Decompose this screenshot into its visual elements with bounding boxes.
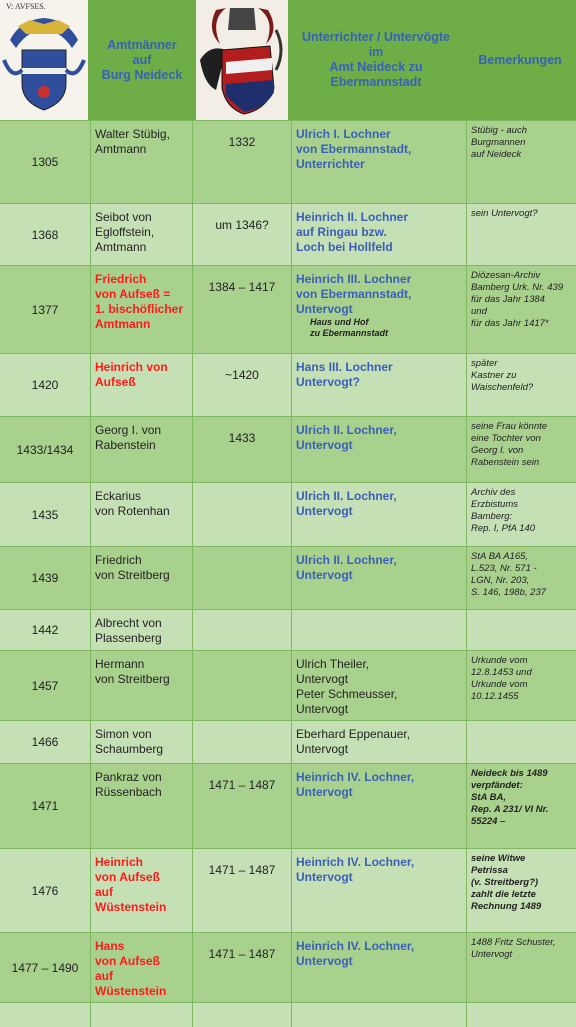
table-row (0, 482, 576, 546)
untervogt-name: Ulrich Theiler, Untervogt Peter Schmeusser, Untervogt (296, 657, 398, 716)
header-unterrichter: Unterrichter / Untervögte im Amt Neideck zu Ebermannstadt (302, 30, 450, 89)
table-row (0, 353, 576, 416)
table-row (0, 1002, 576, 1027)
remark-cell: Archiv des Erzbistums Bamberg: Rep. I, PfA 140 (466, 483, 576, 546)
year-cell: 1433/1434 (16, 442, 74, 457)
untervogt-cell (291, 483, 466, 546)
untervogt-name: Heinrich III. Lochner von Ebermannstadt, Untervogt (296, 272, 412, 316)
year-cell: 1466 (31, 735, 59, 749)
untervogt-cell (291, 121, 466, 203)
table-row (0, 609, 576, 650)
untervogt-name: Heinrich II. Lochner auf Ringau bzw. Loch bei Hollfeld (296, 210, 409, 254)
remark-cell: später Kastner zu Waischenfeld? (466, 354, 576, 416)
year-cell: 1305 (31, 155, 59, 169)
table-row (0, 763, 576, 848)
period-cell: 1471 – 1487 (192, 933, 291, 1002)
year-cell: 1471 (31, 799, 59, 813)
period-cell: ~1420 (192, 354, 291, 416)
period-cell: 1332 (192, 121, 291, 203)
year-cell (0, 1003, 90, 1027)
remark-cell: Urkunde vom 12.8.1453 und Urkunde vom 10.12.1455 (466, 651, 576, 720)
untervogt-name: Heinrich IV. Lochner, Untervogt (296, 770, 415, 799)
year-cell: 1477 – 1490 (11, 960, 79, 975)
period-cell (192, 547, 291, 609)
amtmann-cell: Hans von Aufseß auf Wüstenstein (90, 933, 192, 1002)
untervogt-cell (291, 417, 466, 482)
remark-cell (466, 610, 576, 650)
untervogt-cell (291, 933, 466, 1002)
untervogt-cell (291, 651, 466, 720)
amtmann-cell: Pankraz von Rüssenbach (90, 764, 192, 848)
amtmann-cell: Friedrich von Streitberg (90, 547, 192, 609)
remark-cell (466, 1003, 576, 1027)
untervogt-name: Ulrich II. Lochner, Untervogt (296, 423, 397, 452)
untervogt-cell (291, 266, 466, 353)
untervogt-cell (291, 1003, 466, 1027)
table-row (0, 546, 576, 609)
table-header (0, 0, 576, 120)
untervogt-name: Ulrich I. Lochner von Ebermannstadt, Unterrichter (296, 127, 412, 171)
period-cell: 1471 – 1487 (192, 764, 291, 848)
period-cell: 1433 (192, 417, 291, 482)
amtmann-cell: Heinrich von Aufseß auf Wüstenstein (90, 849, 192, 932)
remark-cell: StA BA A165, L.523, Nr. 571 - LGN, Nr. 203, S. 146, 198b, 237 (466, 547, 576, 609)
remark-cell: seine Witwe Petrissa (v. Streitberg?) zahlt die letzte Rechnung 1489 (466, 849, 576, 932)
remark-cell: seine Frau könnte eine Tochter von Georg I. von Rabenstein sein (466, 417, 576, 482)
remark-cell (466, 721, 576, 763)
aufsess-crest-image (0, 0, 88, 120)
remark-cell: sein Untervogt? (466, 204, 576, 265)
period-cell (192, 1003, 291, 1027)
year-cell: 1377 (31, 302, 59, 317)
table-row (0, 203, 576, 265)
table-row (0, 650, 576, 720)
period-cell: 1384 – 1417 (192, 266, 291, 353)
year-cell: 1442 (31, 623, 59, 637)
year-cell: 1435 (31, 507, 59, 522)
table-row (0, 120, 576, 203)
untervogt-cell (291, 721, 466, 763)
period-cell: um 1346? (192, 204, 291, 265)
remark-cell: Stübig - auch Burgmannen auf Neideck (466, 121, 576, 203)
untervogt-name: Ulrich II. Lochner, Untervogt (296, 489, 397, 518)
lochner-crest-image (196, 0, 288, 120)
amtmann-cell: Friedrich von Aufseß = 1. bischöflicher Amtmann (90, 266, 192, 353)
amtmann-cell: Georg I. von Rabenstein (90, 417, 192, 482)
untervogt-name: Heinrich IV. Lochner, Untervogt (296, 939, 415, 968)
table-row (0, 416, 576, 482)
untervogt-cell (291, 610, 466, 650)
table-row (0, 932, 576, 1002)
crest-label: V: AVFSES. (6, 2, 46, 11)
year-cell: 1476 (31, 883, 59, 898)
table-row (0, 720, 576, 763)
header-amtmaenner: Amtmänner auf Burg Neideck (101, 37, 183, 82)
untervogt-note: Haus und Hof zu Ebermannstadt (310, 317, 389, 338)
amtmann-cell: Walter Stübig, Amtmann (90, 121, 192, 203)
amtmann-cell: Simon von Schaumberg (90, 721, 192, 763)
untervogt-cell (291, 849, 466, 932)
untervogt-cell (291, 764, 466, 848)
period-cell (192, 483, 291, 546)
untervogt-cell (291, 547, 466, 609)
untervogt-cell (291, 354, 466, 416)
year-cell: 1420 (31, 378, 59, 392)
year-cell: 1457 (31, 678, 59, 693)
year-cell: 1439 (31, 571, 59, 585)
year-cell: 1368 (31, 227, 59, 242)
untervogt-name: Heinrich IV. Lochner, Untervogt (296, 855, 415, 884)
table-row (0, 265, 576, 353)
remark-cell: 1488 Fritz Schuster, Untervogt (466, 933, 576, 1002)
amtmann-cell: Heinrich von Aufseß (90, 354, 192, 416)
table-row (0, 848, 576, 932)
header-bemerkungen: Bemerkungen (478, 52, 562, 67)
untervogt-name: Eberhard Eppenauer, Untervogt (296, 727, 411, 756)
amtmann-cell: Seibot von Egloffstein, Amtmann (90, 204, 192, 265)
period-cell: 1471 – 1487 (192, 849, 291, 932)
amtmann-cell: Hermann von Streitberg (90, 651, 192, 720)
remark-cell: Diözesan-Archiv Bamberg Urk. Nr. 439 für das Jahr 1384 und für das Jahr 1417* (466, 266, 576, 353)
period-cell (192, 721, 291, 763)
amtmann-cell: Albrecht von Plassenberg (90, 610, 192, 650)
untervogt-cell (291, 204, 466, 265)
amtmann-cell: Eckarius von Rotenhan (90, 483, 192, 546)
untervogt-name: Hans III. Lochner Untervogt? (296, 360, 393, 389)
period-cell (192, 651, 291, 720)
remark-cell: Neideck bis 1489 verpfändet: StA BA, Rep. A 231/ VI Nr. 55224 – (466, 764, 576, 848)
untervogt-name: Ulrich II. Lochner, Untervogt (296, 553, 397, 582)
period-cell (192, 610, 291, 650)
amtmann-cell (90, 1003, 192, 1027)
